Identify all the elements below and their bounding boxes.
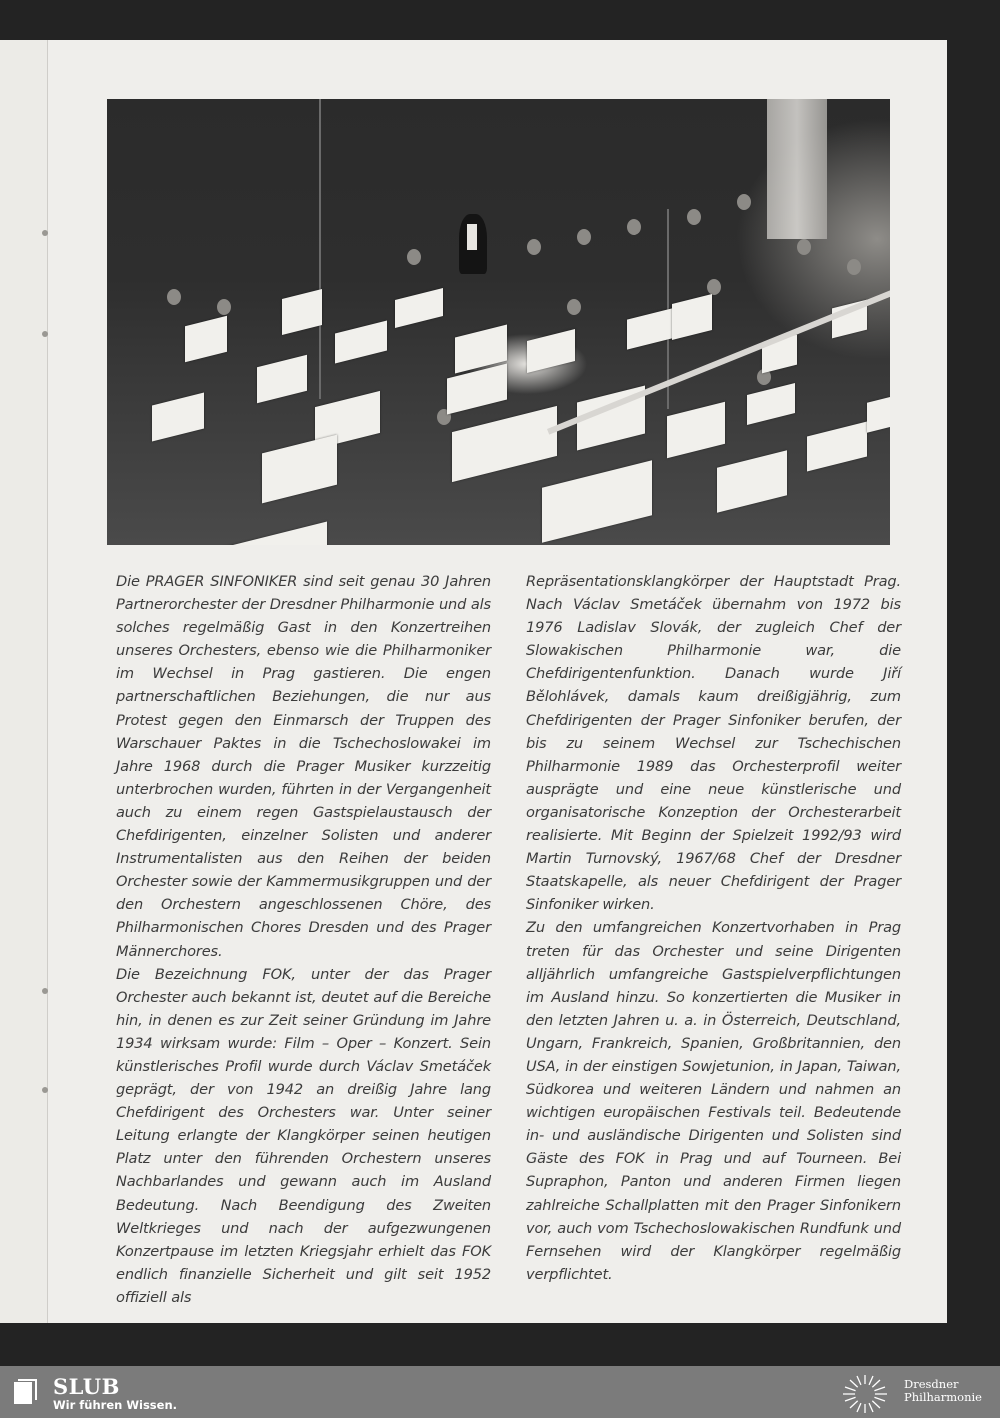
ornate-pillar (767, 99, 827, 239)
slub-logo-title[interactable]: SLUB (53, 1374, 120, 1399)
music-stand (152, 393, 204, 442)
conductor-figure (459, 214, 487, 274)
music-stand (667, 402, 725, 458)
dp-name-line2: Philharmonie (904, 1390, 982, 1404)
music-stand (185, 316, 227, 362)
viewer-footer (0, 1366, 1000, 1418)
music-stand (282, 289, 322, 335)
article-column-right (526, 570, 901, 1286)
musician-head (707, 279, 721, 295)
previous-page-edge (0, 40, 47, 1323)
dresdner-philharmonie-logo-text[interactable] (904, 1378, 982, 1404)
musician-head (737, 194, 751, 210)
musician-head (567, 299, 581, 315)
article-paragraph: Die PRAGER SINFONIKER sind seit genau 30 Jahren Partnerorchester der Dresdner Philharmonie und als solches regelmäßig Gast in den Konzertreihen unseres Orchesters, ebenso wie die Philharmoniker im Wechsel in Prag gastieren. Die engen partnerschaftlichen Beziehungen, die nur aus Protest gegen den Einmarsch der Truppen des Warschauer Paktes in die Tschechoslowakei im Jahre 1968 durch die Prager Musiker kurzzeitig unterbrochen wurden, führten in der Vergangenheit auch zu einem regen Gastspielaustausch der Chefdirigenten, einzelner Solisten und anderer Instrumentalisten aus den Reihen der beiden Orchester sowie der Kammermusikgruppen und der den Orchestern angeschlossenen Chöre, des Philharmonischen Chores Dresden und des Prager Männerchores. (116, 573, 491, 960)
music-stand (262, 435, 337, 504)
musician-head (687, 209, 701, 225)
musician-head (527, 239, 541, 255)
musician-head (407, 249, 421, 265)
article-paragraph: Repräsentationsklangkörper der Hauptstadt Prag. Nach Václav Smetáček übernahm von 1972 bis 1976 Ladislav Slovák, der zugleich Chef der Slowakischen Philharmonie war, die Chefdirigentenfunktion. Danach wurde Jiří Bělohlávek, damals kaum dreißigjährig, zum Chefdirigenten der Prager Sinfoniker berufen, der bis zu seinem Wechsel zur Tschechischen Philharmonie 1989 das Orchesterprofil weiter ausprägte und eine neue künstlerische und organisatorische Konzeption der Orchesterarbeit realisierte. Mit Beginn der Spielzeit 1992/93 wird Martin Turnovský, 1967/68 Chef der Dresdner Staatskapelle, als neuer Chefdirigent der Prager Sinfoniker wirken. (526, 573, 901, 914)
musician-head (847, 259, 861, 275)
binding-hole (42, 988, 48, 994)
music-stand (335, 321, 387, 364)
binding-hole (42, 1087, 48, 1093)
musician-head (577, 229, 591, 245)
music-stand (527, 329, 575, 373)
music-stand (807, 422, 867, 472)
musician-head (627, 219, 641, 235)
dp-name-line1: Dresdner (904, 1377, 959, 1391)
slub-logo-tagline: Wir führen Wissen. (53, 1398, 178, 1412)
music-stand (257, 355, 307, 403)
article-column-left (116, 570, 491, 1309)
music-stand (147, 522, 327, 545)
slub-book-icon (14, 1378, 40, 1404)
orchestra-photo (107, 99, 890, 545)
music-stand (395, 288, 443, 328)
music-stand (717, 450, 787, 512)
binding-hole (42, 230, 48, 236)
musician-head (217, 299, 231, 315)
music-stand (452, 406, 557, 482)
music-stand (627, 308, 672, 349)
musician-head (797, 239, 811, 255)
binding-hole (42, 331, 48, 337)
music-stand (867, 395, 890, 432)
article-paragraph: Die Bezeichnung FOK, unter der das Prager Orchester auch bekannt ist, deutet auf die Bereiche hin, in denen es zur Zeit seiner Gründung im Jahre 1934 wirksam wurde: Film – Oper – Konzert. Sein künstlerisches Profil wurde durch Václav Smetáček geprägt, der von 1942 an dreißig Jahre lang Chefdirigent des Orchesters war. Unter seiner Leitung erlangte der Klangkörper seinen heutigen Platz unter den führenden Orchestern unseres Nachbarlandes und gewann auch im Ausland Bedeutung. Nach Beendigung des Zweiten Weltkrieges und nach der aufgezwungenen Konzertpause im letzten Kriegsjahr erhielt das FOK endlich finanzielle Sicherheit und gilt seit 1952 offiziell als (116, 965, 491, 1306)
music-stand (542, 460, 652, 542)
dresdner-philharmonie-sunburst-icon (843, 1375, 887, 1413)
music-stand (672, 294, 712, 340)
article-paragraph: Zu den umfangreichen Konzertvorhaben in Prag treten für das Orchester und seine Dirigenten alljährlich umfangreiche Gastspielverpflichtungen im Ausland hinzu. So konzertierten die Musiker in den letzten Jahren u. a. in Österreich, Deutschland, Ungarn, Frankreich, Spanien, Großbritannien, den USA, in der einstigen Sowjetunion, in Japan, Taiwan, Südkorea und weiteren Ländern und nahmen an wichtigen europäischen Festivals teil. Bedeutende in- und ausländische Dirigenten und Solisten sind Gäste des FOK in Prag und auf Tourneen. Bei Supraphon, Panton und anderen Firmen liegen zahlreiche Schallplatten mit den Prager Sinfonikern vor, auch vom Tschechoslowakischen Rundfunk und Fernsehen wird der Klangkörper regelmäßig verpflichtet. (526, 919, 901, 1283)
music-stand (747, 383, 795, 425)
musician-head (167, 289, 181, 305)
microphone-pole (319, 99, 321, 399)
